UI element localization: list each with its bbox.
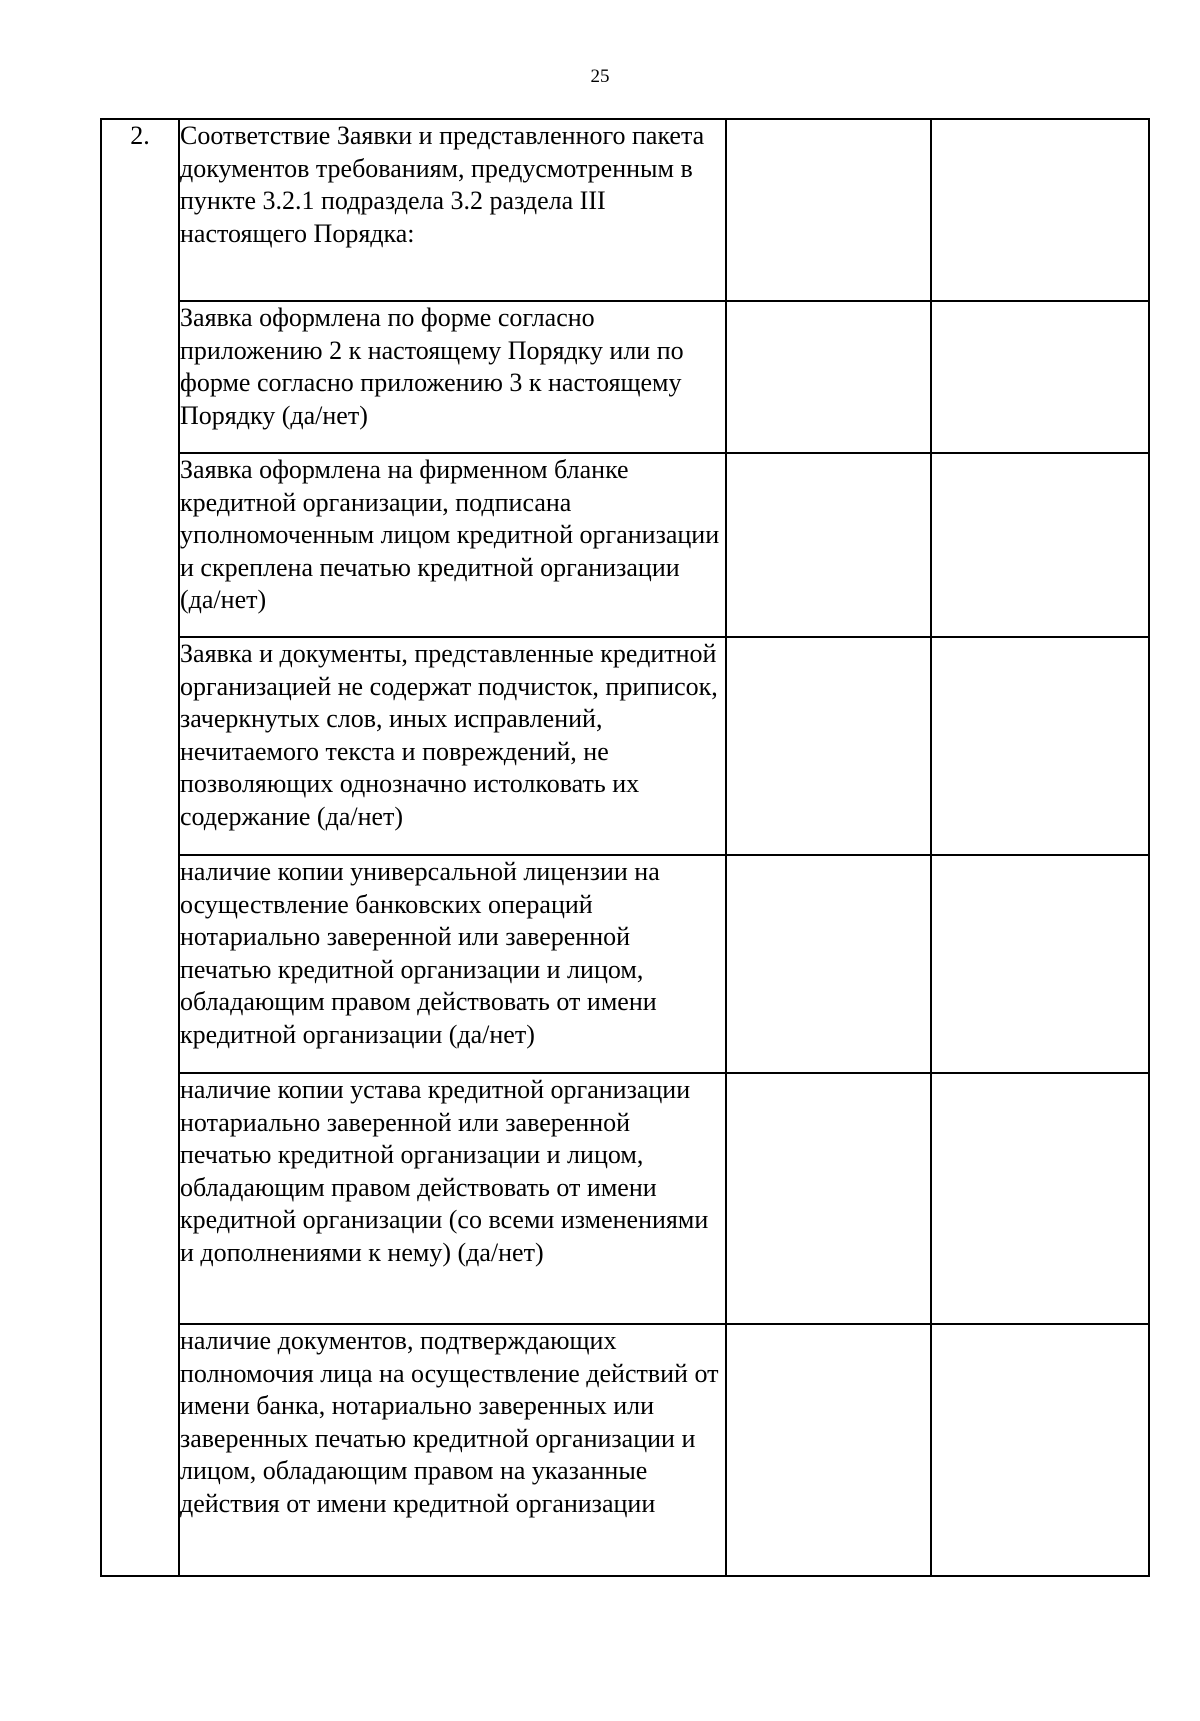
result-cell [726,301,931,453]
note-cell [931,301,1149,453]
table-row [101,855,1149,1073]
criterion-text-cell: Заявка и документы, представленные кредитной организацией не содержат подчисток, приписок, зачеркнутых слов, иных исправлений, нечитаемого текста и повреждений, не позволяющих однозначно истолковать их содержание (да/нет) [179,637,726,855]
table-row [101,453,1149,637]
criterion-text-cell: наличие копии универсальной лицензии на осуществление банковских операций нотариально заверенной или заверенной печатью кредитной организации и лицом, обладающим правом действовать от имени кредитной организации (да/нет) [179,855,726,1073]
table-row [101,1324,1149,1576]
note-cell [931,637,1149,855]
table-row [101,1073,1149,1324]
table-row [101,301,1149,453]
result-cell [726,1073,931,1324]
evaluation-table [100,118,1150,1577]
result-cell [726,1324,931,1576]
note-cell [931,453,1149,637]
result-cell [726,637,931,855]
result-cell [726,453,931,637]
item-number-cell: 2. [101,119,179,1576]
result-cell [726,119,931,301]
note-cell [931,1073,1149,1324]
criterion-text-cell: наличие копии устава кредитной организации нотариально заверенной или заверенной печатью кредитной организации и лицом, обладающим правом действовать от имени кредитной организации (со всеми изменениями и дополнениями к нему) (да/нет) [179,1073,726,1324]
table-row [101,637,1149,855]
page-number: 25 [590,66,610,87]
note-cell [931,855,1149,1073]
note-cell [931,119,1149,301]
criterion-text-cell: наличие документов, подтверждающих полномочия лица на осуществление действий от имени банка, нотариально заверенных или заверенных печатью кредитной организации и лицом, обладающим правом на указанные действия от имени кредитной организации [179,1324,726,1576]
result-cell [726,855,931,1073]
note-cell [931,1324,1149,1576]
criterion-text-cell: Соответствие Заявки и представленного пакета документов требованиям, предусмотренным в пункте 3.2.1 подраздела 3.2 раздела III настоящего Порядка: [179,119,726,301]
table-row [101,119,1149,301]
criterion-text-cell: Заявка оформлена на фирменном бланке кредитной организации, подписана уполномоченным лицом кредитной организации и скреплена печатью кредитной организации (да/нет) [179,453,726,637]
criterion-text-cell: Заявка оформлена по форме согласно приложению 2 к настоящему Порядку или по форме согласно приложению 3 к настоящему Порядку (да/нет) [179,301,726,453]
